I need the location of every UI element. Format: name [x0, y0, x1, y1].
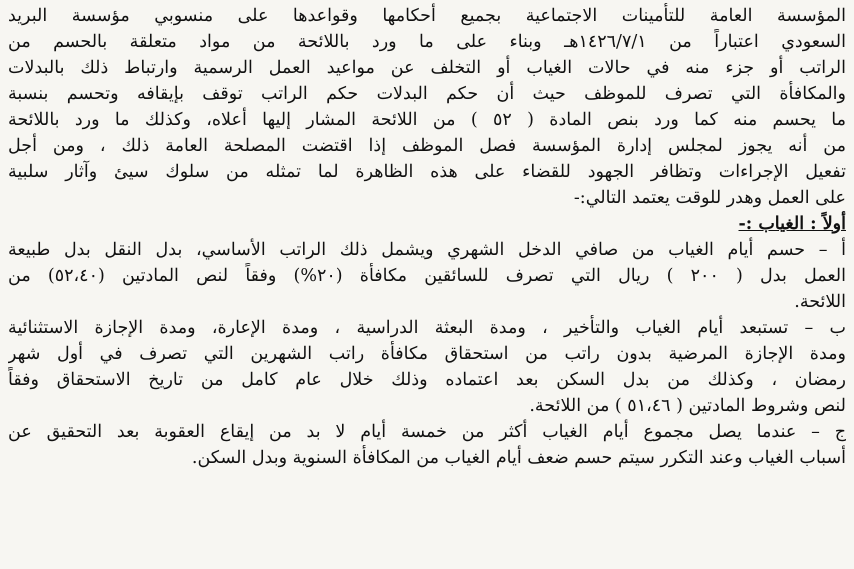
item-b-line-1: ب – تستبعد أيام الغياب والتأخير ، ومدة البعثة الدراسية ، ومدة الإعارة، ومدة الإجازة الاستثنائية: [8, 318, 846, 338]
intro-line-6: من أنه يجوز لمجلس إدارة المؤسسة فصل الموظف إذا اقتضت المصلحة العامة ذلك ، ومن أجل: [8, 136, 846, 156]
intro-line-3: الراتب أو جزء منه في حالات الغياب أو التخلف عن مواعيد العمل الرسمية وارتباط ذلك بالبدلات: [8, 58, 846, 78]
intro-line-1: المؤسسة العامة للتأمينات الاجتماعية بجميع أحكامها وقواعدها على منسوبي مؤسسة البريد: [8, 6, 846, 26]
item-a-line-3: اللائحة.: [794, 292, 846, 312]
intro-line-8: على العمل وهدر للوقت يعتمد التالي:-: [573, 188, 846, 208]
intro-line-4: والمكافأة التي تصرف للموظف حيث أن حكم البدلات حكم الراتب توقف بإيقافه وتحسم بنسبة: [8, 84, 846, 104]
item-b-line-2: ومدة الإجازة المرضية بدون راتب من استحقاق مكافأة راتب الشهرين التي تصرف في أول شهر: [8, 344, 846, 364]
intro-line-5: ما يحسم منه كما ورد بنص المادة ( ٥٢ ) من اللائحة المشار إليها أعلاه، وكذلك ما ورد باللائحة: [8, 110, 846, 130]
item-b-line-4: لنص وشروط المادتين ( ٥١،٤٦ ) من اللائحة.: [529, 396, 846, 416]
item-c-line-1: ج – عندما يصل مجموع أيام الغياب أكثر من خمسة أيام لا بد من إيقاع العقوبة بعد التحقيق عن: [8, 422, 846, 442]
item-c-line-2: أسباب الغياب وعند التكرر سيتم حسم ضعف أيام الغياب من المكافأة السنوية وبدل السكن.: [191, 448, 846, 468]
item-b-line-3: رمضان ، وكذلك من بدل السكن بعد اعتماده وذلك خلال عام كامل من تاريخ الاستحقاق وفقاً: [8, 370, 846, 390]
intro-line-2: السعودي اعتباراً من ١٤٢٦/٧/١هـ وبناء على ما ورد باللائحة من مواد متعلقة بالحسم من: [8, 32, 846, 52]
intro-line-7: تفعيل الإجراءات وتظافر الجهود للقضاء على هذه الظاهرة لما تمثله من سلوك سيئ وآثار سلبية: [8, 162, 846, 182]
item-a-line-1: أ – حسم أيام الغياب من صافي الدخل الشهري ويشمل ذلك الراتب الأساسي، بدل النقل بدل طبيعة: [8, 240, 846, 260]
item-a-line-2: العمل بدل ( ٢٠٠ ) ريال التي تصرف للسائقين مكافأة (٢٠%) وفقاً لنص المادتين (٥٢،٤٠) من: [8, 266, 846, 286]
section-heading-absence: أولاً : الغياب :-: [738, 214, 846, 234]
